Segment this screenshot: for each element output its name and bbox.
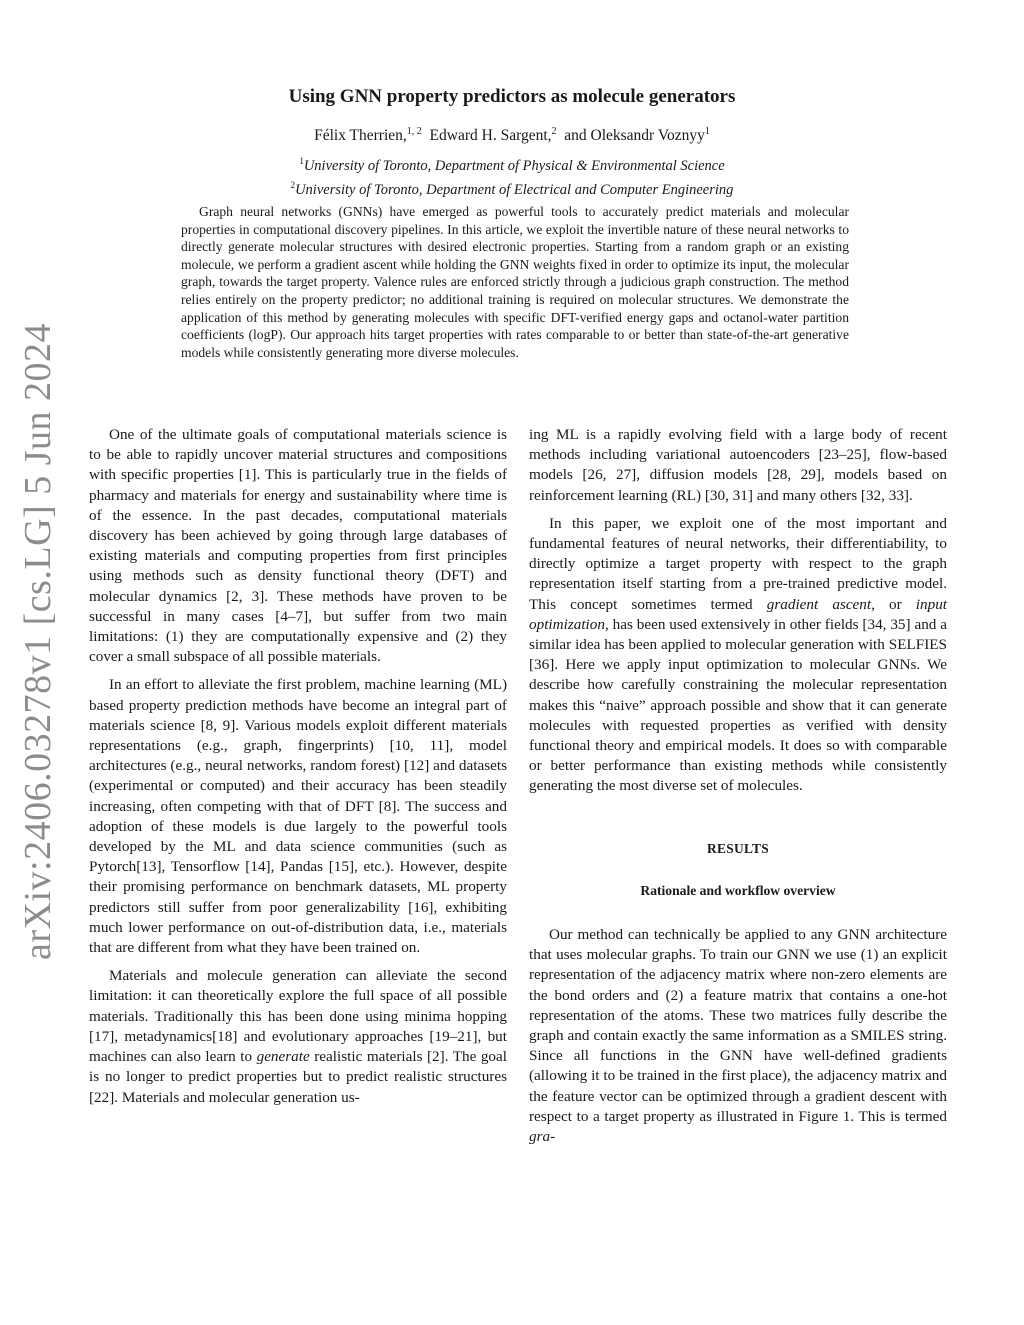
body-column-right (529, 425, 947, 1155)
emphasis-text: input optimization (529, 595, 948, 633)
emphasis-text: generate (256, 1048, 310, 1066)
paragraph-text: In this paper, we exploit one of the most important and fundamental features of neural networks, their differentiability, to directly optimize a target property with respect to the graph representation itself starting from a pre-trained predictive model. This concept sometimes termed (529, 514, 947, 613)
section-heading: RESULTS (707, 840, 769, 856)
subsection-heading: Rationale and workflow overview (640, 882, 836, 898)
paper-title: Using GNN property predictors as molecule generators (288, 86, 736, 107)
body-paragraph (89, 966, 507, 1107)
affiliation-text: University of Toronto, Department of Physical & Environmental Science (303, 157, 725, 174)
emphasis-text: gradient ascent (766, 595, 872, 613)
body-paragraph: ing ML is a rapidly evolving field with a large body of recent methods including variational autoencoders [23–25], flow-based models [26, 27], diffusion models [28, 29], models based on reinforcement learning (RL) [30, 31] and many others [32, 33]. (529, 426, 947, 504)
body-paragraph (529, 925, 947, 1147)
paragraph-text: Materials and molecule generation can alleviate the second limitation: it can theoretically explore the full space of all possible materials. Traditionally this has been done using minima hopping [17], metadynamics[18] and evolutionary approaches [19–21], but machines can also learn to (89, 967, 507, 1066)
affiliation-text: University of Toronto, Department of Electrical and Computer Engineering (295, 181, 734, 198)
affiliation-list (0, 152, 1024, 200)
author-affil-mark: 2 (551, 126, 557, 137)
affiliation (0, 176, 1024, 200)
body-column-left (89, 425, 507, 1116)
paragraph-text: realistic materials [2]. The goal is no longer to predict properties but to predict realistic structures [22]. Materials and molecular generation us- (89, 1048, 507, 1106)
abstract: Graph neural networks (GNNs) have emerged as powerful tools to accurately predict materials and molecular properties in computational discovery pipelines. In this article, we exploit the invertible nature of these neural networks to directly generate molecular structures with desired electronic properties. Starting from a random graph or an existing molecule, we perform a gradient ascent while holding the GNN weights fixed in order to optimize its input, the molecular graph, towards the target property. Valence rules are enforced strictly through a judicious graph construction. The method relies entirely on the property predictor; no additional training is required on molecular structures. We demonstrate the application of this method by generating molecules with specific DFT-verified energy gaps and octanol-water partition coefficients (logP). Our approach hits target properties with rates comparable to or better than state-of-the-art generative models while consistently generating more diverse molecules. (181, 204, 849, 360)
author-affil-mark: 1 (704, 126, 710, 137)
author-name: Félix Therrien, (314, 127, 407, 145)
paragraph-text: Our method can technically be applied to any GNN architecture that uses molecular graphs. To train our GNN we use (1) an explicit representation of the adjacency matrix where non-zero elements are the bond orders and (2) a feature matrix that contains a one-hot representation of the atoms. These two matrices fully describe the graph and contain exactly the same information as a SMILES string. Since all functions in the GNN have well-defined gradients (allowing it to be trained in the first place), the adjacency matrix and the feature vector can be optimized through a gradient descent with respect to a target property as illustrated in Figure 1. This is termed (529, 926, 947, 1125)
paragraph-text: , or (871, 595, 916, 613)
author-name: and Oleksandr Voznyy (564, 127, 705, 145)
body-paragraph (529, 514, 947, 797)
author-name: Edward H. Sargent, (429, 127, 552, 145)
author-affil-mark: 1, 2 (406, 126, 422, 137)
affiliation-mark: 1 (299, 156, 304, 166)
affiliation-mark: 2 (290, 179, 296, 190)
author-list (0, 126, 1024, 145)
emphasis-text: gra- (529, 1128, 556, 1146)
arxiv-sidebar-id[interactable]: arXiv:2406.03278v1 [cs.LG] 5 Jun 2024 (17, 323, 59, 960)
body-paragraph: One of the ultimate goals of computational materials science is to be able to rapidly uncover material structures and compositions with specific properties [1]. This is particularly true in the fields of pharmacy and materials for energy and sustainability where time is of the essence. In the past decades, computational materials discovery has been achieved by going through large databases of existing materials and computing properties from first principles using methods such as density functional theory (DFT) and molecular dynamics [2, 3]. These methods have proven to be successful in many cases [4–7], but suffer from two main limitations: (1) they are computationally expensive and (2) they cover a small subspace of all possible materials. (89, 426, 507, 666)
affiliation (0, 152, 1024, 176)
body-paragraph: In an effort to alleviate the first problem, machine learning (ML) based property prediction methods have become an integral part of materials science [8, 9]. Various models exploit different materials representations (e.g., graph, fingerprints) [10, 11], model architectures (e.g., neural networks, random forest) [12] and datasets (experimental or computed) and their accuracy has been steadily increasing, often competing with that of DFT [8]. The success and adoption of these models is due largely to the powerful tools developed by the ML and data science communities (such as Pytorch[13], Tensorflow [14], Pandas [15], etc.). However, despite their promising performance on benchmark datasets, ML property predictors still suffer from poor generalizability [16], exhibiting much lower performance on out-of-distribution data, i.e., materials that are different from what they have been trained on. (89, 676, 507, 957)
paragraph-text: , has been used extensively in other fields [34, 35] and a similar idea has been applied to molecular generation with SELFIES [36]. Here we apply input optimization to molecular GNNs. We describe how carefully constraining the molecular representation makes this “naive” approach possible and show that it can generate molecules with requested properties as verified with density functional theory and empirical models. It does so with comparable or better performance than existing methods while consistently generating the most diverse set of molecules. (529, 615, 947, 795)
